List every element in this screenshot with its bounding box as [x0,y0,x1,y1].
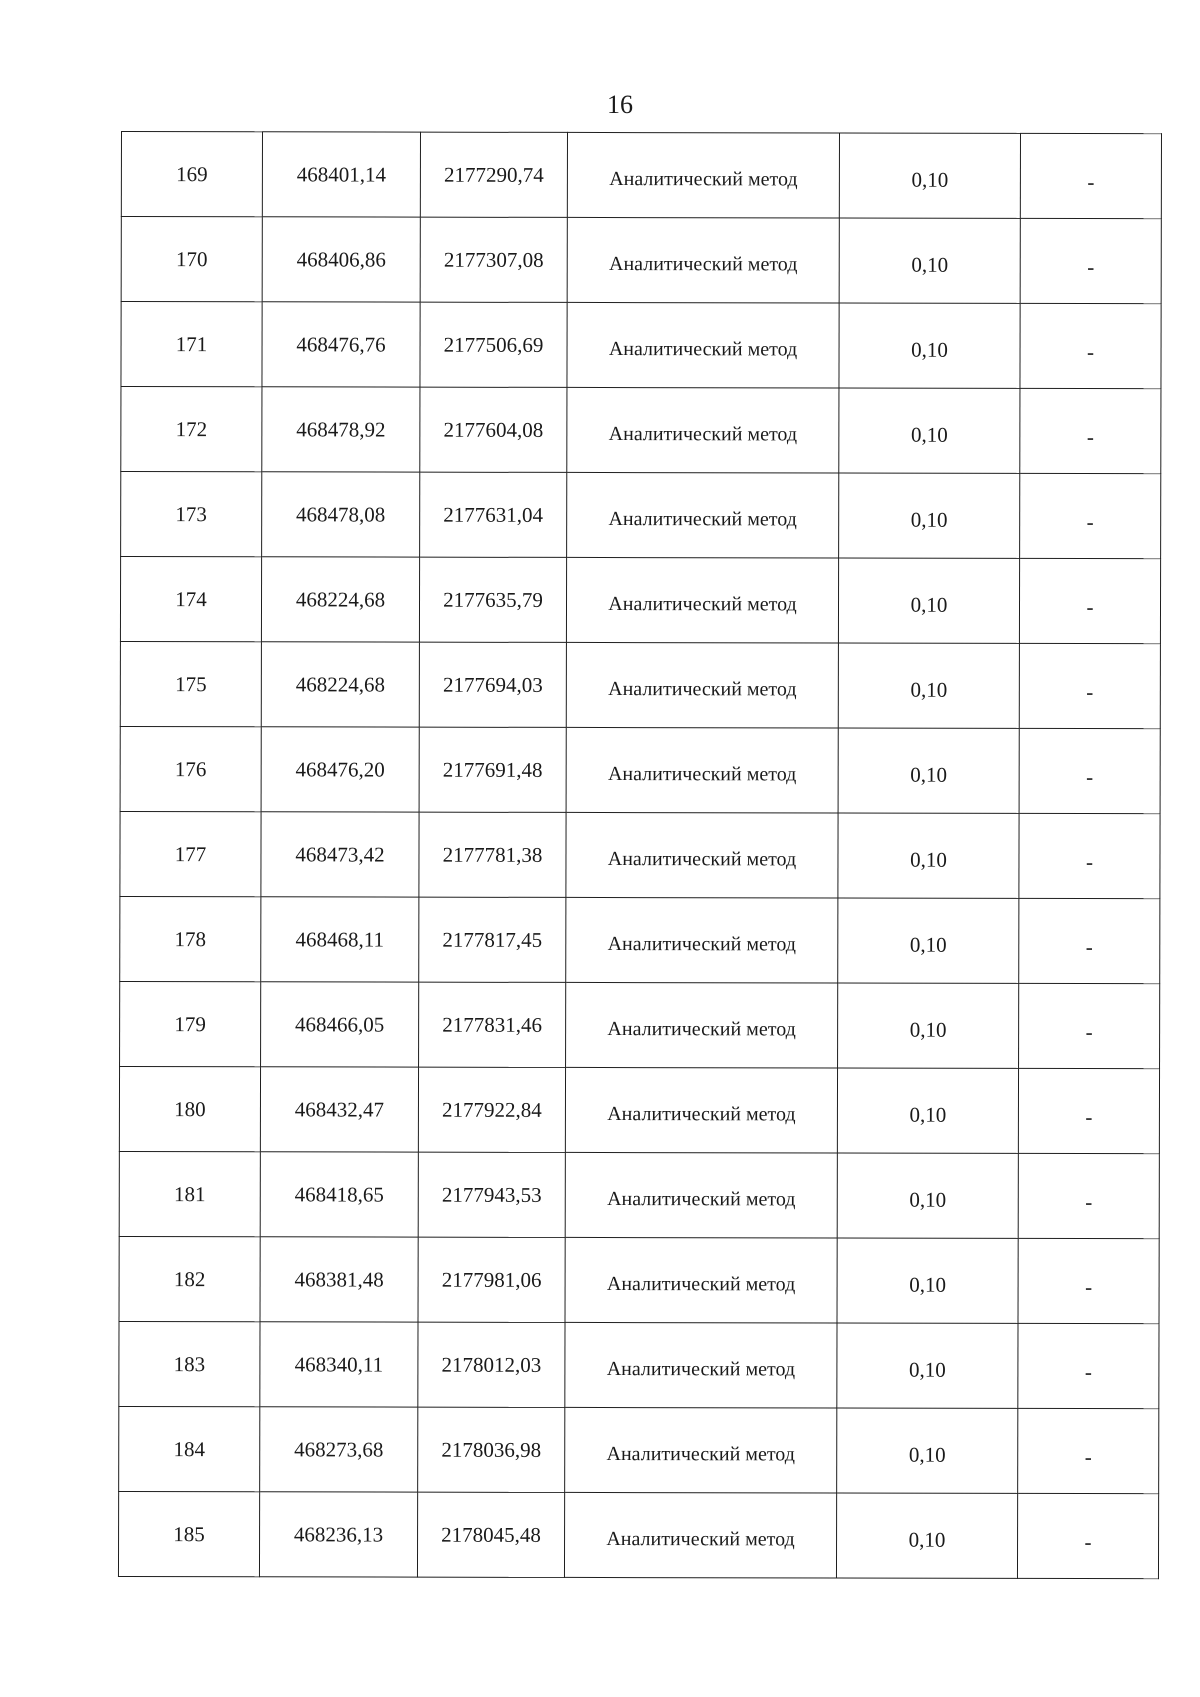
accuracy-cell: 0,10 [839,388,1020,473]
accuracy-cell: 0,10 [838,643,1019,728]
description-cell: - [1020,218,1161,303]
method-cell: Аналитический метод [564,1492,836,1578]
accuracy-cell: 0,10 [836,1493,1017,1578]
accuracy-cell: 0,10 [838,983,1019,1068]
accuracy-cell: 0,10 [839,473,1020,558]
x-coordinate-cell: 468466,05 [261,982,419,1067]
y-coordinate-cell: 2178036,98 [418,1407,565,1492]
y-coordinate-cell: 2177694,03 [419,642,566,727]
x-coordinate-cell: 468406,86 [262,217,420,302]
point-number-cell: 184 [119,1406,260,1491]
accuracy-cell: 0,10 [838,728,1019,813]
description-cell: - [1019,728,1160,813]
x-coordinate-cell: 468236,13 [259,1492,417,1577]
description-cell: - [1018,1408,1159,1493]
table-row [119,1236,1159,1323]
method-cell: Аналитический метод [567,217,839,303]
description-cell: - [1020,473,1161,558]
coordinates-table [118,131,1162,1579]
x-coordinate-cell: 468273,68 [260,1407,418,1492]
accuracy-cell: 0,10 [837,1408,1018,1493]
description-cell: - [1019,898,1160,983]
accuracy-cell: 0,10 [838,813,1019,898]
y-coordinate-cell: 2177506,69 [420,302,567,387]
x-coordinate-cell: 468401,14 [262,132,420,217]
page-number: 16 [607,90,633,119]
x-coordinate-cell: 468381,48 [260,1237,418,1322]
y-coordinate-cell: 2177817,45 [419,897,566,982]
accuracy-cell: 0,10 [839,303,1020,388]
description-cell: - [1019,983,1160,1068]
point-number-cell: 172 [121,387,262,472]
description-cell: - [1017,1493,1158,1578]
table-row [120,557,1160,644]
point-number-cell: 185 [118,1491,259,1576]
description-cell: - [1018,1153,1159,1238]
description-cell: - [1020,303,1161,388]
table-row [121,217,1161,304]
description-cell: - [1018,1238,1159,1323]
description-cell: - [1019,558,1160,643]
y-coordinate-cell: 2177781,38 [419,812,566,897]
method-cell: Аналитический метод [566,897,838,983]
table-row [119,1066,1159,1153]
x-coordinate-cell: 468476,76 [262,302,420,387]
description-cell: - [1020,388,1161,473]
point-number-cell: 171 [121,302,262,387]
table-row [119,1321,1159,1408]
method-cell: Аналитический метод [567,387,839,473]
method-cell: Аналитический метод [565,1322,837,1408]
description-cell: - [1018,1068,1159,1153]
table-row [121,302,1161,389]
accuracy-cell: 0,10 [838,558,1019,643]
y-coordinate-cell: 2178012,03 [418,1322,565,1407]
description-cell: - [1018,1323,1159,1408]
description-cell: - [1019,813,1160,898]
table-row [120,641,1160,728]
x-coordinate-cell: 468224,68 [261,642,419,727]
method-cell: Аналитический метод [566,727,838,813]
y-coordinate-cell: 2177290,74 [420,132,567,217]
table-row [120,981,1160,1068]
table-row [120,811,1160,898]
accuracy-cell: 0,10 [838,898,1019,983]
x-coordinate-cell: 468224,68 [261,557,419,642]
method-cell: Аналитический метод [565,1237,837,1323]
method-cell: Аналитический метод [567,132,839,218]
point-number-cell: 169 [121,132,262,217]
method-cell: Аналитический метод [566,642,838,728]
x-coordinate-cell: 468478,92 [262,387,420,472]
table-row [121,132,1161,219]
x-coordinate-cell: 468478,08 [262,472,420,557]
point-number-cell: 176 [120,726,261,811]
method-cell: Аналитический метод [566,982,838,1068]
y-coordinate-cell: 2177635,79 [419,557,566,642]
y-coordinate-cell: 2177831,46 [419,982,566,1067]
x-coordinate-cell: 468432,47 [260,1067,418,1152]
point-number-cell: 175 [120,641,261,726]
point-number-cell: 178 [120,896,261,981]
x-coordinate-cell: 468340,11 [260,1322,418,1407]
y-coordinate-cell: 2177922,84 [418,1067,565,1152]
description-cell: - [1020,133,1161,218]
accuracy-cell: 0,10 [839,133,1020,218]
y-coordinate-cell: 2177307,08 [420,217,567,302]
table-row [119,1406,1159,1493]
point-number-cell: 174 [120,557,261,642]
y-coordinate-cell: 2177604,08 [420,387,567,472]
method-cell: Аналитический метод [565,1407,837,1493]
table-row [121,387,1161,474]
accuracy-cell: 0,10 [837,1153,1018,1238]
method-cell: Аналитический метод [567,472,839,558]
table-row [121,472,1161,559]
y-coordinate-cell: 2177943,53 [418,1152,565,1237]
y-coordinate-cell: 2177981,06 [418,1237,565,1322]
point-number-cell: 181 [119,1151,260,1236]
method-cell: Аналитический метод [566,812,838,898]
method-cell: Аналитический метод [567,302,839,388]
point-number-cell: 183 [119,1321,260,1406]
method-cell: Аналитический метод [566,557,838,643]
point-number-cell: 179 [120,981,261,1066]
x-coordinate-cell: 468473,42 [261,812,419,897]
description-cell: - [1019,643,1160,728]
method-cell: Аналитический метод [565,1152,837,1238]
table-row [119,1151,1159,1238]
table-row [118,1491,1158,1578]
accuracy-cell: 0,10 [839,218,1020,303]
x-coordinate-cell: 468468,11 [261,897,419,982]
y-coordinate-cell: 2177691,48 [419,727,566,812]
table-row [120,726,1160,813]
accuracy-cell: 0,10 [837,1323,1018,1408]
point-number-cell: 170 [121,217,262,302]
accuracy-cell: 0,10 [837,1238,1018,1323]
point-number-cell: 180 [119,1066,260,1151]
method-cell: Аналитический метод [565,1067,837,1153]
y-coordinate-cell: 2177631,04 [420,472,567,557]
point-number-cell: 173 [121,472,262,557]
x-coordinate-cell: 468476,20 [261,727,419,812]
point-number-cell: 177 [120,811,261,896]
y-coordinate-cell: 2178045,48 [417,1492,564,1577]
accuracy-cell: 0,10 [837,1068,1018,1153]
coordinates-table-body [118,132,1161,1579]
x-coordinate-cell: 468418,65 [260,1152,418,1237]
table-row [120,896,1160,983]
point-number-cell: 182 [119,1236,260,1321]
